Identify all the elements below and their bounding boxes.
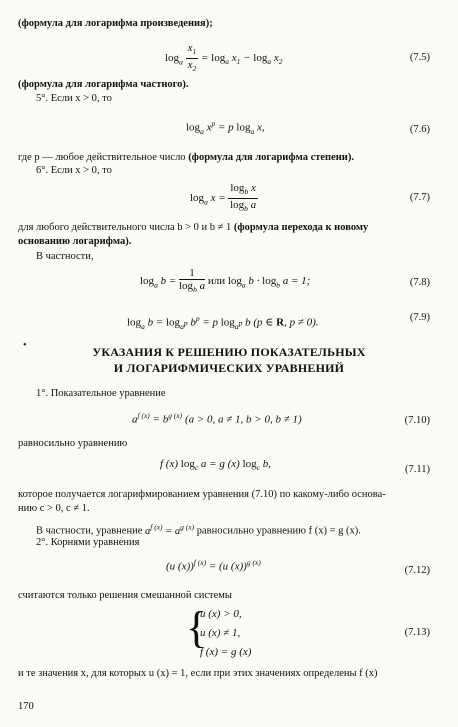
equation-7-9: $\log_a b = \log_{a^p} b^p = p$ $\log_{a^p} b$ (p ∈ R, p ≠ 0). xyxy=(127,314,319,331)
equation-number-7-9: (7.9) xyxy=(409,312,430,323)
equation-number-7-7: (7.7) xyxy=(409,192,430,203)
equation-number-7-13: (7.13) xyxy=(404,627,430,638)
text-line-quotient-formula: (формула для логарифма частного). xyxy=(18,79,189,90)
equation-number-7-8: (7.8) xyxy=(409,277,430,288)
text-line-base-condition: нию c > 0, c ≠ 1. xyxy=(18,503,90,514)
equation-7-8: $\log_a b$ = $\frac{1}{\log_b a}$ или $\log_a b \cdot \log_b a = 1$; xyxy=(140,267,311,295)
equation-7-13-line-2: u (x) ≠ 1, xyxy=(200,627,241,639)
equation-number-7-10: (7.10) xyxy=(404,415,430,426)
margin-mark: • xyxy=(23,340,27,351)
equation-number-7-5: (7.5) xyxy=(409,52,430,63)
text-line-equivalent: равносильно уравнению xyxy=(18,438,128,449)
equation-number-7-11: (7.11) xyxy=(405,464,430,475)
text-line-mixed-system: считаются только решения смешанной системы xyxy=(18,590,232,601)
equation-number-7-12: (7.12) xyxy=(404,565,430,576)
text-line-logarithmization: которое получается логарифмированием уравнения (7.10) по какому-либо основа- xyxy=(18,489,386,500)
section-heading-line-1: УКАЗАНИЯ К РЕШЕНИЮ ПОКАЗАТЕЛЬНЫХ xyxy=(92,345,366,359)
equation-7-13-line-3: f (x) = g (x) xyxy=(200,646,252,658)
page-number: 170 xyxy=(18,701,34,712)
equation-7-10: $a^{f (x)} = b^{g (x)}$ (a > 0, a ≠ 1, b > 0, b ≠ 1) xyxy=(132,411,302,426)
text-line-particular-case: В частности, уравнение $a^{f (x)} = a^{g (x)}$ равносильно уравнению f (x) = g (x). xyxy=(36,522,361,537)
text-line-rule-5: 5°. Если x > 0, то xyxy=(36,93,112,104)
equation-7-5: $\log_a$ $\frac{x_1}{x_2}$ = $\log_a x_1 - \log_a x_2$ xyxy=(165,42,283,74)
fraction: $\frac{x_1}{x_2}$ xyxy=(187,42,197,74)
text-line-rule-2: 2°. Корнями уравнения xyxy=(36,537,140,548)
text-line-power-formula: где p — любое действительное число (формула для логарифма степени). xyxy=(18,152,354,163)
text-line-rule-6: 6°. Если x > 0, то xyxy=(36,165,112,176)
text-line-product-formula: (формула для логарифма произведения); xyxy=(18,18,213,29)
text-line-base-change-cont: основанию логарифма). xyxy=(18,236,132,247)
text-line-base-change: для любого действительного числа b > 0 и b ≠ 1 (формула перехода к новому xyxy=(18,222,369,233)
equation-7-11: f (x) $\log_c a = g$ (x) $\log_c b$, xyxy=(160,458,271,473)
equation-number-7-6: (7.6) xyxy=(409,124,430,135)
fraction: $\frac{\log_b x}{\log_b a}$ xyxy=(230,182,257,214)
fraction: $\frac{1}{\log_b a}$ xyxy=(179,267,206,295)
text-line-exponential-eq: 1°. Показательное уравнение xyxy=(36,388,166,399)
text-line-u-equals-one: и те значения x, для которых u (x) = 1, если при этих значениях определены f (x) xyxy=(18,668,378,679)
section-heading-line-2: И ЛОГАРИФМИЧЕСКИХ УРАВНЕНИЙ xyxy=(113,361,345,375)
equation-7-13-line-1: u (x) > 0, xyxy=(200,608,242,620)
text-line-in-particular: В частности, xyxy=(36,251,94,262)
system-brace: { xyxy=(186,603,208,652)
equation-7-7: $\log_a x$ = $\frac{\log_b x}{\log_b a}$ xyxy=(190,182,257,214)
equation-7-6: $\log_a x^p = p$ $\log_a x$, xyxy=(186,119,265,136)
equation-7-12: (u (x))$^{f (x)}$ = (u (x))$^{g (x)}$ xyxy=(166,558,261,573)
